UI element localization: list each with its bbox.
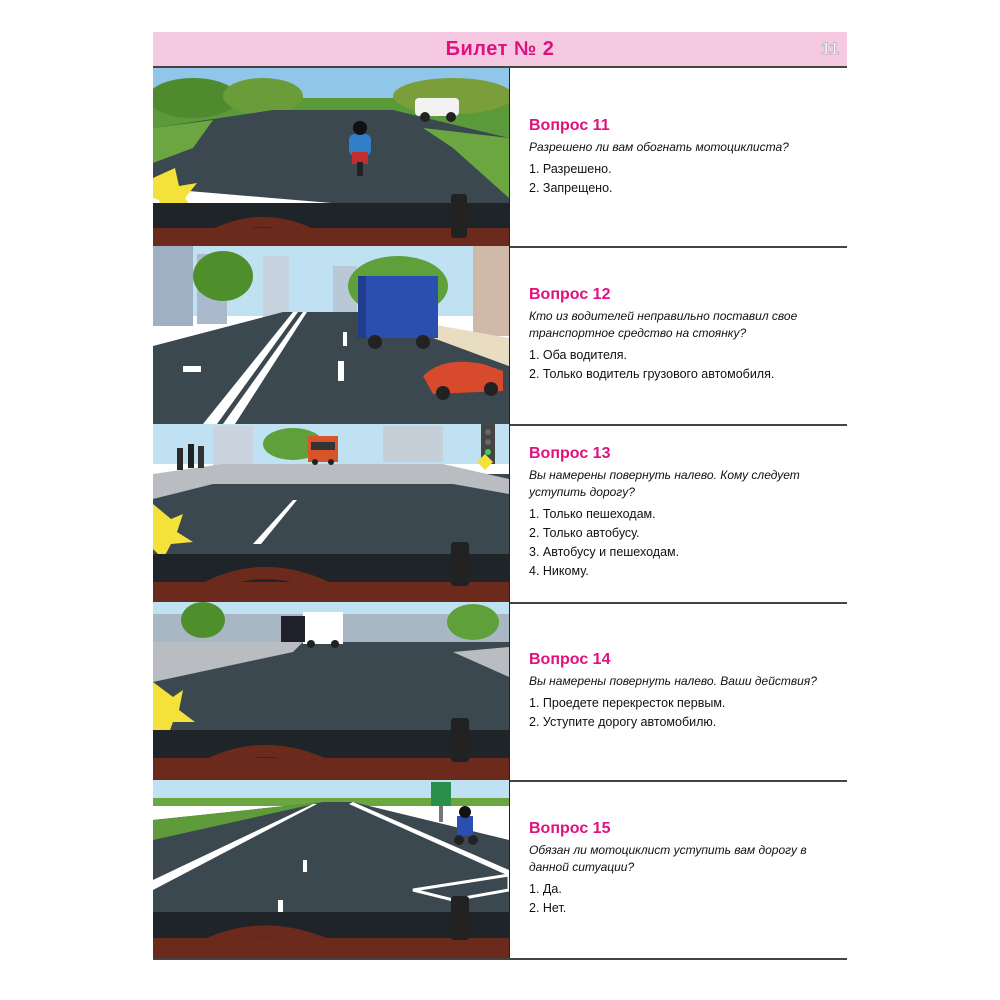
page-header bbox=[153, 32, 847, 68]
ticket-page bbox=[153, 32, 847, 962]
answer-option[interactable]: 4. Никому. bbox=[529, 564, 589, 578]
question-block bbox=[153, 780, 847, 960]
page-number: 11 bbox=[821, 39, 839, 58]
question-text-block bbox=[529, 246, 829, 424]
answer-options bbox=[529, 694, 829, 732]
question-text-block bbox=[529, 424, 829, 602]
intersection-motorcyclist-scene bbox=[153, 68, 510, 246]
question-title: Вопрос 11 bbox=[529, 116, 610, 134]
answer-options bbox=[529, 346, 829, 384]
question-text-block bbox=[529, 68, 829, 246]
answer-options bbox=[529, 505, 829, 581]
question-text-block bbox=[529, 602, 829, 780]
answer-options bbox=[529, 160, 829, 198]
question-block bbox=[153, 68, 847, 248]
answer-options bbox=[529, 880, 829, 918]
question-title: Вопрос 12 bbox=[529, 286, 611, 303]
question-title: Вопрос 14 bbox=[529, 650, 611, 668]
road-merging-motorcyclist-scene bbox=[153, 780, 510, 958]
answer-option[interactable]: 2. Запрещено. bbox=[529, 180, 613, 195]
ticket-title: Билет № 2 bbox=[445, 38, 555, 60]
question-text: Обязан ли мотоциклист уступить вам дорогу в данной ситуации? bbox=[529, 843, 807, 874]
answer-option[interactable]: 2. Уступите дорогу автомобилю. bbox=[529, 714, 717, 729]
question-block bbox=[153, 602, 847, 782]
answer-option[interactable]: 1. Да. bbox=[529, 882, 562, 896]
answer-option[interactable]: 3. Автобусу и пешеходам. bbox=[529, 545, 680, 559]
answer-option[interactable]: 1. Разрешено. bbox=[529, 161, 612, 176]
answer-option[interactable]: 2. Нет. bbox=[529, 901, 567, 915]
question-text: Вы намерены повернуть налево. Кому следует уступить дорогу? bbox=[529, 468, 800, 499]
question-text-block bbox=[529, 780, 829, 958]
answer-option[interactable]: 1. Проедете перекресток первым. bbox=[529, 695, 726, 710]
question-block bbox=[153, 424, 847, 604]
answer-option[interactable]: 1. Оба водителя. bbox=[529, 348, 628, 362]
answer-option[interactable]: 2. Только водитель грузового автомобиля. bbox=[529, 367, 775, 381]
question-text: Кто из водителей неправильно поставил свое транспортное средство на стоянку? bbox=[529, 309, 798, 340]
answer-option[interactable]: 1. Только пешеходам. bbox=[529, 507, 656, 521]
question-title: Вопрос 13 bbox=[529, 445, 611, 462]
question-title: Вопрос 15 bbox=[529, 820, 611, 837]
street-parked-truck-scene bbox=[153, 246, 510, 424]
intersection-bus-pedestrians-scene bbox=[153, 424, 510, 602]
question-text: Вы намерены повернуть налево. Ваши действия? bbox=[529, 673, 817, 688]
intersection-oncoming-truck-scene bbox=[153, 602, 510, 780]
answer-option[interactable]: 2. Только автобусу. bbox=[529, 526, 640, 540]
question-block bbox=[153, 246, 847, 426]
question-text: Разрешено ли вам обогнать мотоциклиста? bbox=[529, 139, 789, 154]
